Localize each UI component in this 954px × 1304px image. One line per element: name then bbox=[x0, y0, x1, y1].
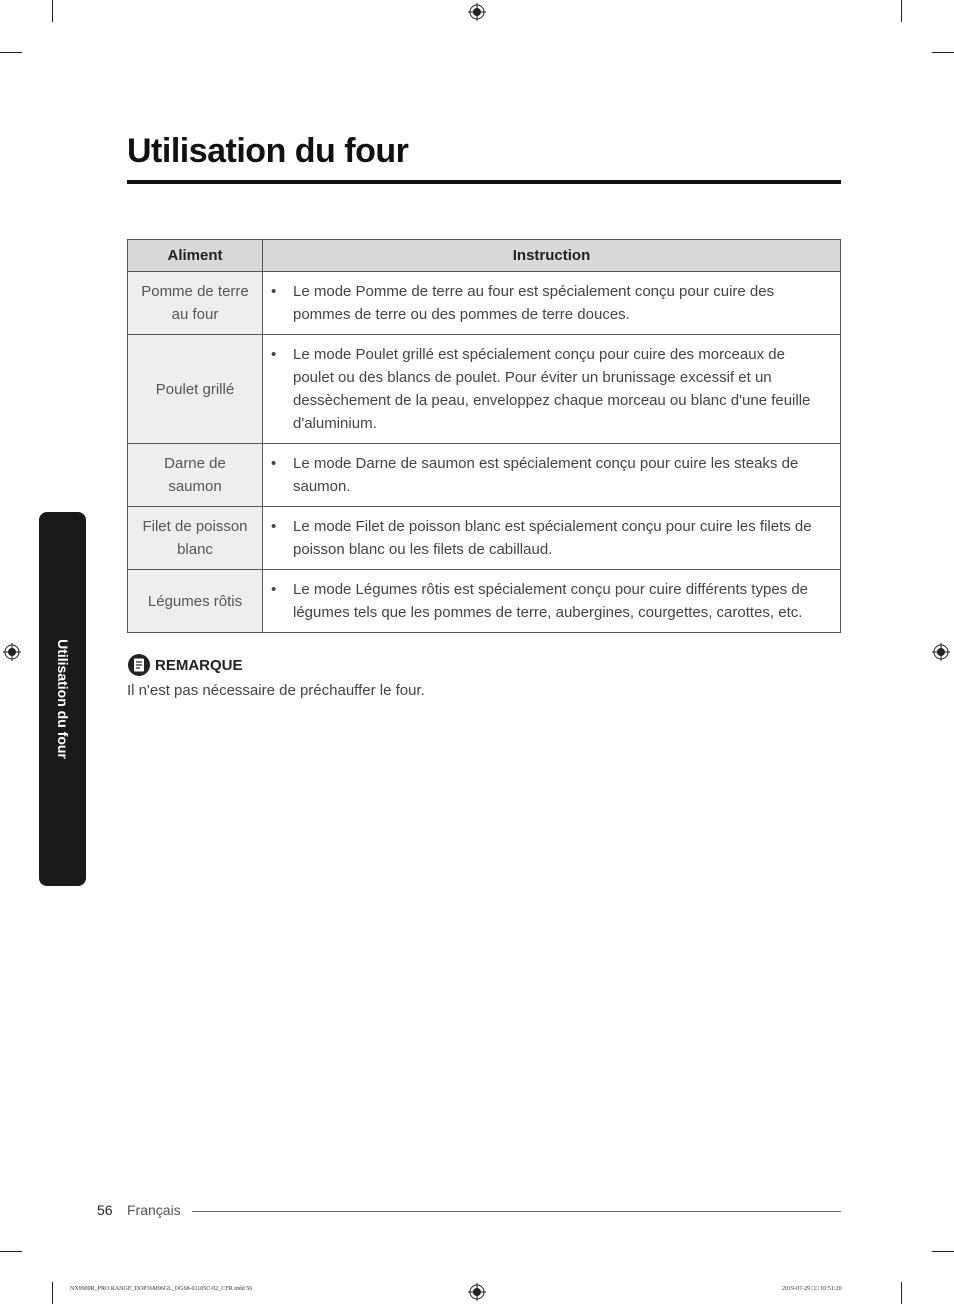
crop-mark bbox=[932, 52, 954, 53]
instruction-text: Le mode Filet de poisson blanc est spécialement conçu pour cuire les filets de poisson blanc ou les filets de cabillaud. bbox=[293, 518, 812, 558]
side-tab-label: Utilisation du four bbox=[54, 639, 71, 759]
note-header bbox=[127, 653, 243, 677]
table-row bbox=[128, 335, 841, 444]
registration-mark-icon bbox=[932, 643, 950, 661]
instruction-text: Le mode Poulet grillé est spécialement conçu pour cuire des morceaux de poulet ou des blancs de poulet. Pour éviter un brunissage excessif et un dessèchement de la peau, enveloppez chaque morceau ou blanc d'une feuille d'aluminium. bbox=[293, 346, 811, 432]
bullet-icon: • bbox=[271, 581, 277, 598]
crop-mark bbox=[0, 1251, 22, 1252]
instruction-cell bbox=[263, 272, 841, 335]
note-block bbox=[127, 653, 243, 677]
crop-mark bbox=[901, 0, 902, 22]
aliment-cell: Légumes rôtis bbox=[128, 570, 263, 633]
page-number: 56 bbox=[97, 1202, 113, 1218]
instruction-cell bbox=[263, 444, 841, 507]
instruction-cell bbox=[263, 570, 841, 633]
crop-mark bbox=[52, 0, 53, 22]
print-slug-file: NX9900R_PRO RANGE_DOP36M96GL_DG68-01105C-02_CFR.indd 56 bbox=[70, 1286, 253, 1292]
note-text: Il n'est pas nécessaire de préchauffer le four. bbox=[127, 682, 425, 699]
table-header-row bbox=[128, 240, 841, 272]
registration-mark-icon bbox=[468, 1283, 486, 1301]
instruction-text: Le mode Légumes rôtis est spécialement conçu pour cuire différents types de légumes tels que les pommes de terre, aubergines, courgettes, carottes, etc. bbox=[293, 581, 809, 621]
aliment-cell: Darne de saumon bbox=[128, 444, 263, 507]
note-icon bbox=[127, 653, 151, 677]
crop-mark bbox=[52, 1282, 53, 1304]
bullet-icon: • bbox=[271, 283, 277, 300]
column-header-aliment: Aliment bbox=[128, 240, 263, 272]
instruction-cell bbox=[263, 335, 841, 444]
aliment-cell: Pomme de terre au four bbox=[128, 272, 263, 335]
section-side-tab bbox=[39, 512, 86, 886]
bullet-icon: • bbox=[271, 346, 277, 363]
footer-language: Français bbox=[127, 1202, 181, 1218]
registration-mark-icon bbox=[468, 3, 486, 21]
column-header-instruction: Instruction bbox=[263, 240, 841, 272]
crop-mark bbox=[901, 1282, 902, 1304]
aliment-cell: Filet de poisson blanc bbox=[128, 507, 263, 570]
bullet-icon: • bbox=[271, 455, 277, 472]
instruction-text: Le mode Darne de saumon est spécialement conçu pour cuire les steaks de saumon. bbox=[293, 455, 799, 495]
instruction-text: Le mode Pomme de terre au four est spécialement conçu pour cuire des pommes de terre ou des pommes de terre douces. bbox=[293, 283, 775, 323]
table-row bbox=[128, 507, 841, 570]
registration-mark-icon bbox=[3, 643, 21, 661]
page-title: Utilisation du four bbox=[127, 132, 409, 170]
bullet-icon: • bbox=[271, 518, 277, 535]
print-slug-timestamp: 2019-07-29 □□ 10:51:20 bbox=[782, 1286, 842, 1292]
footer-rule bbox=[192, 1211, 841, 1212]
note-label: REMARQUE bbox=[155, 656, 243, 674]
cooking-mode-table bbox=[127, 239, 841, 633]
table-row bbox=[128, 272, 841, 335]
crop-mark bbox=[0, 52, 22, 53]
title-rule bbox=[127, 180, 841, 184]
table-row bbox=[128, 570, 841, 633]
instruction-cell bbox=[263, 507, 841, 570]
aliment-cell: Poulet grillé bbox=[128, 335, 263, 444]
table-row bbox=[128, 444, 841, 507]
crop-mark bbox=[932, 1251, 954, 1252]
